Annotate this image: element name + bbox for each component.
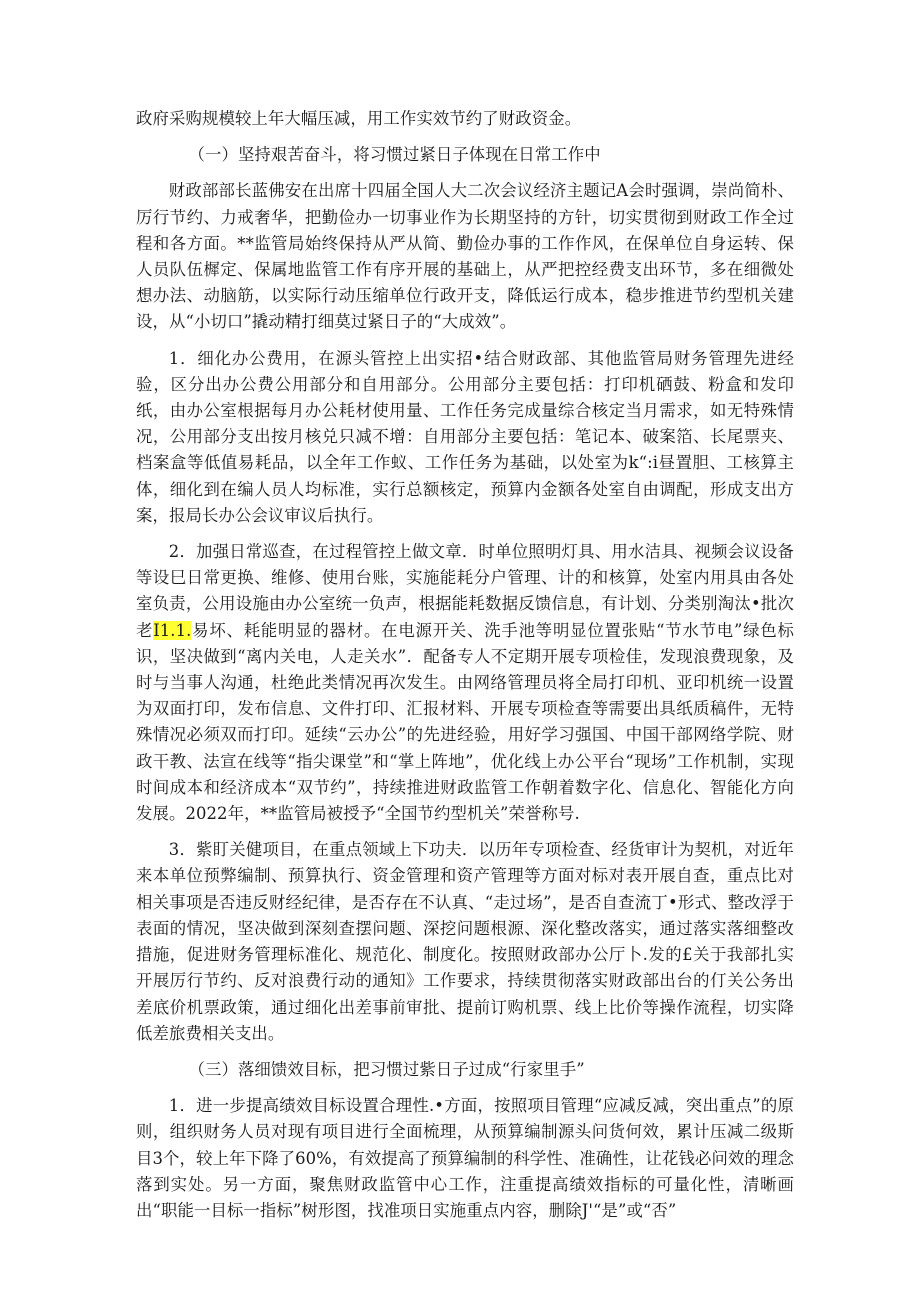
section-heading-3: （三）落细馈效目标，把习惯过紫日子过成“行家里手” xyxy=(188,1059,585,1079)
paragraph-item-2-part-a: 2．加强日常巡查，在过程管控上做文章．时单位照明灯具、用水洁具、视频会议设备等设巳日常更换、维修、使用台账，实施能耗分户管理、计的和核算，处室内用具由各处室负责，公用设施由办公室统一负声，根据能耗数据反馈信息，有计划、分类别淘汰•批次老 xyxy=(136,542,794,640)
paragraph-item-3: 3．紫盯关健项目，在重点领域上下功夫．以历年专项检查、经货审计为契机，对近年来本单位预弊编制、预算执行、资金管理和资产管理等方面对标对表开展自查，重点比对相关事项是否违反财经纪律，是否存在不认真、“走过场”，是否自查流丁•形式、整改浮于表面的情况，坚决做到深刻查摆问题、深挖问题根源、深化整改落实，通过落实落细整改措施，促进财务管理标准化、规范化、制度化。按照财政部办公厅卜.发的£关于我部扎实开展厉行节约、反对浪费行动的通知》工作要求，持续贯彻落实财政部出台的仃关公务出差底价机票政策，通过细化出差事前审批、提前订购机票、线上比价等操作流程，切实降低差旅费相关支出。 xyxy=(136,840,794,1043)
paragraph-item-2-part-b: 易坏、耗能明显的器材。在电源开关、洗手池等明显位置张贴“节水节电”绿色标识，坚决做到“离内关电，人走关水”．配备专人不定期开展专项检佳，发现浪费现象，及时与当事人沟通，杜绝此类情况再次发生。由网络管理员将全局打印机、亚印机统一设置为双面打印，发布信息、文件打印、汇报材料、开展专项检查等需要出具纸质稿件，无特殊情况必须双而打印。延续“云办公”的先进经验，用好学习强国、中国干部网络学院、财政干教、法宣在线等“指尖课堂”和“掌上阵地”，优化线上办公平台“现场”工作机制，实现时间成本和经济成本“双节约”，持续推进财政监管工作朝着数字化、信息化、智能化方向发展。2022年，**监管局被授予“全国节约型机关”荣誉称号. xyxy=(136,620,794,824)
highlighted-text: I1.1. xyxy=(153,620,192,640)
paragraph-continuation: 政府采购规模较上年大幅压减，用工作实效节约了财政资金。 xyxy=(136,109,582,128)
section-heading-1: （一）坚持艰苦奋斗，将习惯过紧日子体现在日常工作中 xyxy=(188,145,601,165)
paragraph-intro: 财政部部长蓝佛安在出席十四届全国人大二次会议经济主题记A会时强调，崇尚简朴、厉行节约、力戒奢华，把勤俭办一切事业作为长期坚持的方针，切实贯彻到财政工作全过程和各方面。**监管局始终保持从严从简、勤俭办事的工作作风，在保单位自身运转、保人员队伍樨定、保属地监管工作有序开展的基础上，从严把控经费支出环节，多在细微处想办法、动脑筋，以实际行动压缩单位行政开支，降低运行成本，稳步推进节约型机关建设，从“小切口”撬动精打细莫过紧日子的“大成效”。 xyxy=(136,181,794,332)
document-body xyxy=(136,106,794,1224)
paragraph-item-2 xyxy=(136,539,794,827)
paragraph-item-1: 1．细化办公费用，在源头管控上出实招•结合财政部、其他监管局财务管理先进经验，区分出办公费公用部分和自用部分。公用部分主要包括：打印机硒鼓、粉盒和发印纸，由办公室根据每月办公耗材使用量、工作任务完成量综合核定当月需求，如无特殊情况，公用部分支出按月核兑只减不增：自用部分主要包括：笔记本、破案箔、长尾票夹、档案盒等低值易耗品，以全年工作蚁、工作任务为基础，以处室为k“:i昼置胆、工核算主体，细化到在编人员人均标准，实行总额核定，预算内金额各处室自由调配，形成支出方案，报局长办公会议审议后执行。 xyxy=(136,348,794,525)
paragraph-item-4: 1．进一步提高绩效目标设置合理性.•方面，按照项目管理“应减反减，突出重点”的原则，组织财务人员对现有项目进行全面梳理，从预算编制源头问货何效，累计压减二级斯目3个，较上年下降了60%，有效提高了预算编制的科学性、准确性，让花钱必问效的理念落到实处。另一方面，聚焦财政监管中心工作，注重提高绩效指标的可量化性，清晰画出“职能一目标一指标”树形图，找准项日实施重点内容，删除J'“是”或“否” xyxy=(136,1096,794,1220)
